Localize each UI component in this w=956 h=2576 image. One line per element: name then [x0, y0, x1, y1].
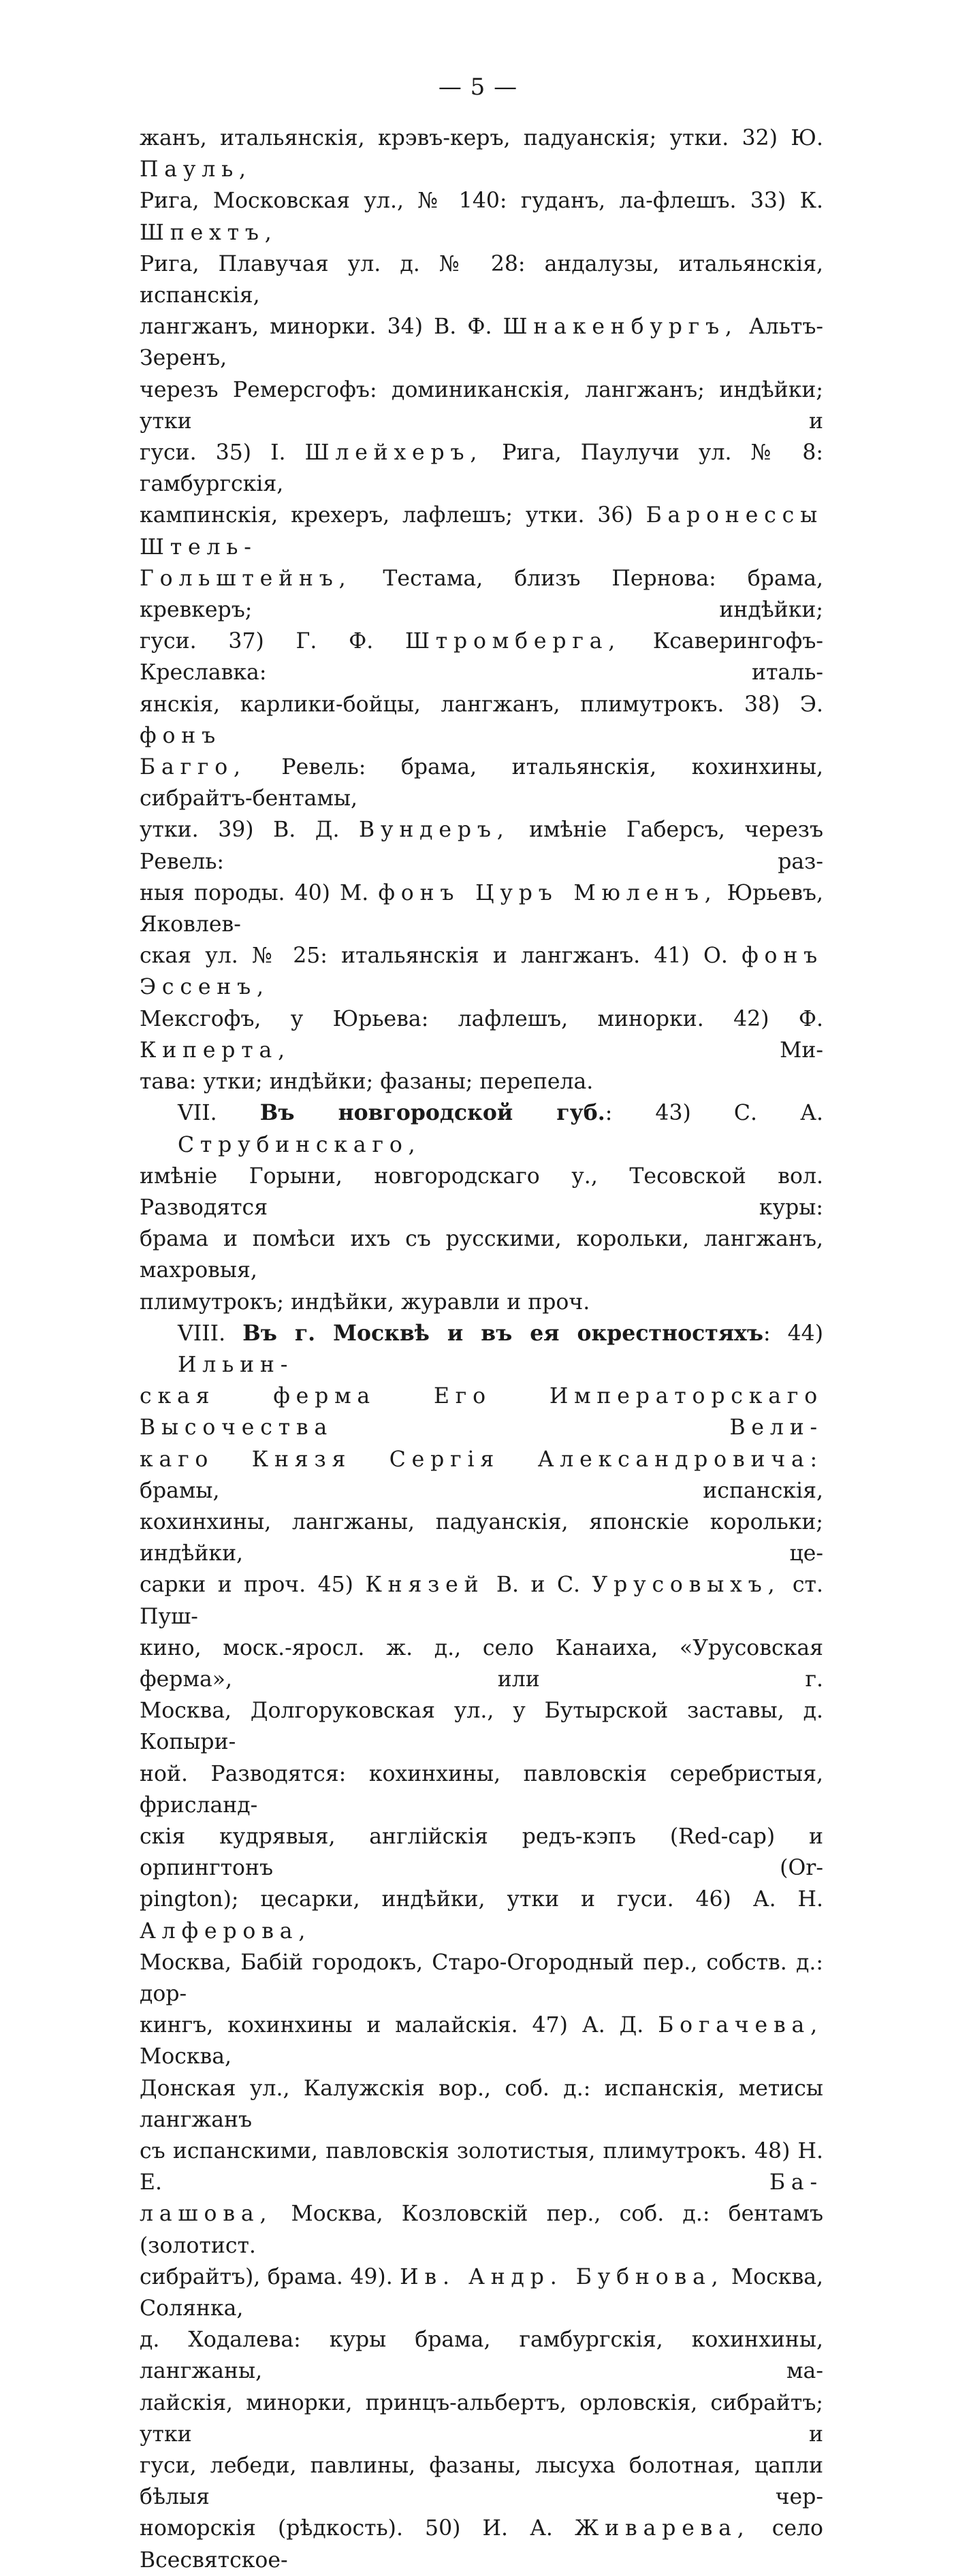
spaced-name: Багго, — [140, 755, 246, 780]
text-run: кино, моск.-яросл. ж. д., село Канаиха, «Урусовская ферма», или г. — [140, 1635, 823, 1692]
text-line — [140, 185, 823, 248]
text-run: кингъ, кохинхины и малайскія. 47) А. Д. — [140, 2013, 658, 2038]
text-run: Юрьевъ, Яковлев- — [140, 880, 823, 937]
spaced-name: Ба- — [769, 2170, 823, 2195]
text-line — [140, 1821, 823, 1884]
text-run: гуси, лебеди, павлины, фазаны, лысуха болотная, цапли бѣлыя чер- — [140, 2453, 823, 2510]
text-line — [140, 437, 823, 500]
text-run: кохинхины, лангжаны, падуанскія, японскіе корольки; индѣйки, це- — [140, 1509, 823, 1566]
spaced-name: Вундеръ, — [359, 818, 510, 843]
text-line — [140, 123, 823, 185]
text-run: д. Ходалева: куры брама, гамбургскія, кохинхины, лангжаны, ма- — [140, 2328, 823, 2384]
text-line — [140, 1507, 823, 1569]
text-run: Рига, Паулучи ул. № 8: гамбургскія, — [140, 440, 823, 497]
text-line — [140, 2136, 823, 2198]
text-line — [140, 1287, 823, 1318]
text-line — [140, 1003, 823, 1066]
spaced-name: Баронессы Штель- — [140, 503, 823, 560]
text-run: VIII. — [178, 1321, 243, 1346]
text-line — [140, 2198, 823, 2261]
paragraph-p3 — [140, 1318, 823, 2576]
text-line — [140, 878, 823, 940]
text-run: село Всесвятское- — [140, 2516, 823, 2573]
spaced-name: каго Князя Сергія Александровича: — [140, 1447, 823, 1472]
text-line — [140, 1632, 823, 1695]
text-line — [140, 1223, 823, 1286]
text-line — [140, 2513, 823, 2575]
text-run: Рига, Московская ул., № 140: гуданъ, ла-флешъ. 33) К. — [140, 189, 823, 214]
text-run: утки. 39) В. Д. — [140, 818, 360, 843]
text-run: брамы, испанскія, — [140, 1478, 823, 1503]
spaced-name: Штромберга, — [405, 629, 622, 654]
text-run: номорскія (рѣдкость). 50) И. А. — [140, 2516, 575, 2541]
spaced-name: Князей — [365, 1573, 485, 1598]
text-line — [140, 2261, 823, 2324]
text-line — [140, 2387, 823, 2450]
text-run: гуси. 35) I. — [140, 440, 305, 466]
spaced-name: Живарева, — [575, 2516, 750, 2541]
spaced-name: ская ферма Его Императорскаго Высочества Вели- — [140, 1384, 823, 1440]
spaced-name: фонъ — [140, 723, 221, 748]
spaced-name: Шнакенбургъ, — [503, 315, 738, 340]
spaced-name: лашова, — [140, 2202, 273, 2227]
spaced-name: Струбинскаго, — [178, 1132, 421, 1157]
spaced-name: Киперта, — [140, 1037, 291, 1063]
text-run: Ксаверингофъ-Креславка: италь- — [140, 629, 823, 686]
text-run: лайскія, минорки, принцъ-альбертъ, орловскія, сибрайтъ; утки и — [140, 2390, 823, 2447]
text-run: В. и С. — [484, 1573, 592, 1598]
text-run: гуси. 37) Г. Ф. — [140, 629, 406, 654]
text-run: черезъ Ремерсгофъ: доминиканскія, лангжанъ; индѣйки; утки и — [140, 377, 823, 434]
text-line — [140, 814, 823, 877]
text-run: кампинскія, крехеръ, лафлешъ; утки. 36) — [140, 503, 646, 528]
text-line — [140, 2324, 823, 2387]
text-run: тава: утки; индѣйки; фазаны; перепела. — [140, 1069, 594, 1095]
text-run: брама и помѣси ихъ съ русскими, корольки, лангжанъ, махровыя, — [140, 1227, 823, 1283]
text-line — [140, 2450, 823, 2513]
text-run: ская ул. № 25: итальянскія и лангжанъ. 41) О. — [140, 944, 742, 969]
text-line — [140, 374, 823, 437]
text-run: сарки и проч. 45) — [140, 1573, 366, 1598]
spaced-name: фонъ Эссенъ, — [140, 944, 823, 1000]
body-text — [140, 123, 823, 2576]
text-run: сибрайтъ), брама. 49). — [140, 2264, 400, 2289]
text-run: лангжанъ, минорки. 34) В. Ф. — [140, 315, 503, 340]
spaced-name: Ив. Андр. Бубнова, — [400, 2264, 724, 2289]
text-run: pington); цесарки, индѣйки, утки и гуси. 46) А. Н. — [140, 1887, 823, 1912]
text-run: : 44) — [763, 1321, 824, 1346]
spaced-name: Ильин- — [178, 1352, 294, 1377]
text-line — [140, 248, 823, 311]
text-line — [140, 1569, 823, 1632]
text-run: Донская ул., Калужскія вор., соб. д.: испанскія, метисы лангжанъ — [140, 2076, 823, 2132]
text-line — [140, 563, 823, 626]
text-run: имѣніе Горыни, новгородскаго у., Тесовской вол. Разводятся куры: — [140, 1163, 823, 1220]
text-run: Москва, Бабій городокъ, Старо-Огородный пер., собств. д.: дор- — [140, 1950, 823, 2006]
spaced-name: фонъ Цуръ Мюленъ, — [378, 880, 718, 905]
text-line — [140, 1758, 823, 1821]
text-run: Рига, Плавучая ул. д. № 28: андалузы, итальянскія, испанскія, — [140, 251, 823, 308]
text-line — [140, 626, 823, 688]
text-run: Москва, Козловскій пер., соб. д.: бентамъ (золотист. — [140, 2202, 823, 2258]
section-heading: Въ новгородской губ. — [259, 1100, 605, 1126]
text-line — [140, 1947, 823, 2010]
text-line — [140, 1318, 823, 1381]
spaced-name: Шпехтъ, — [140, 220, 278, 245]
text-line — [140, 2010, 823, 2072]
text-line — [140, 1097, 823, 1160]
text-run: плимутрокъ; индѣйки, журавли и проч. — [140, 1289, 590, 1315]
text-run: : 43) С. А. — [605, 1101, 823, 1126]
text-line — [140, 1381, 823, 1443]
text-run: скія кудрявыя, англійскія редъ-кэпъ (Red-cap) и орпингтонъ (Or- — [140, 1824, 823, 1881]
text-run: ной. Разводятся: кохинхины, павловскія серебристыя, фрисланд- — [140, 1761, 823, 1818]
text-line — [140, 1695, 823, 1758]
text-line — [140, 500, 823, 562]
text-line — [140, 311, 823, 374]
text-run: Альтъ-Зеренъ, — [140, 315, 824, 371]
spaced-name: Алферова, — [140, 1918, 312, 1944]
page-number: — 5 — — [438, 74, 518, 101]
text-line — [140, 752, 823, 814]
text-run: янскія, карлики-бойцы, лангжанъ, плимутрокъ. 38) Э. — [140, 692, 823, 717]
text-line — [140, 1884, 823, 1946]
text-line — [140, 2073, 823, 2136]
text-run: Москва, — [140, 2044, 232, 2070]
spaced-name: Пауль, — [140, 157, 252, 182]
paragraph-p2 — [140, 1097, 823, 1317]
spaced-name: Богачева, — [658, 2013, 823, 2038]
text-run: Москва, Солянка, — [140, 2264, 823, 2321]
text-line — [140, 1444, 823, 1507]
paragraph-p1 — [140, 123, 823, 1097]
text-run: Москва, Долгоруковская ул., у Бутырской заставы, д. Копыри- — [140, 1698, 823, 1755]
text-run: ст. Пуш- — [140, 1573, 823, 1629]
text-run: VII. — [178, 1101, 260, 1126]
text-run: имѣніе Габерсъ, черезъ Ревель: раз- — [140, 818, 823, 874]
section-heading: Въ г. Москвѣ и въ ея окрестностяхъ — [242, 1320, 764, 1346]
text-run: съ испанскими, павловскія золотистыя, плимутрокъ. 48) Н. Е. — [140, 2139, 823, 2195]
text-line — [140, 689, 823, 752]
text-run: Тестама, близъ Пернова: брама, кревкеръ; индѣйки; — [140, 566, 823, 623]
text-run: Ми- — [290, 1037, 823, 1063]
text-run: ныя породы. 40) М. — [140, 880, 379, 905]
text-line — [140, 1161, 823, 1223]
text-run: Ревель: брама, итальянскія, кохинхины, сибрайтъ-бентамы, — [140, 755, 823, 811]
spaced-name: Урусовыхъ, — [592, 1573, 781, 1598]
text-line — [140, 1066, 823, 1097]
text-run: Мексгофъ, у Юрьева: лафлешъ, минорки. 42) Ф. — [140, 1006, 823, 1031]
text-line — [140, 940, 823, 1003]
spaced-name: Гольштейнъ, — [140, 566, 352, 591]
spaced-name: Шлейхеръ, — [304, 440, 483, 466]
text-run: жанъ, итальянскія, крэвъ-керъ, падуанскія; утки. 32) Ю. — [140, 126, 823, 150]
